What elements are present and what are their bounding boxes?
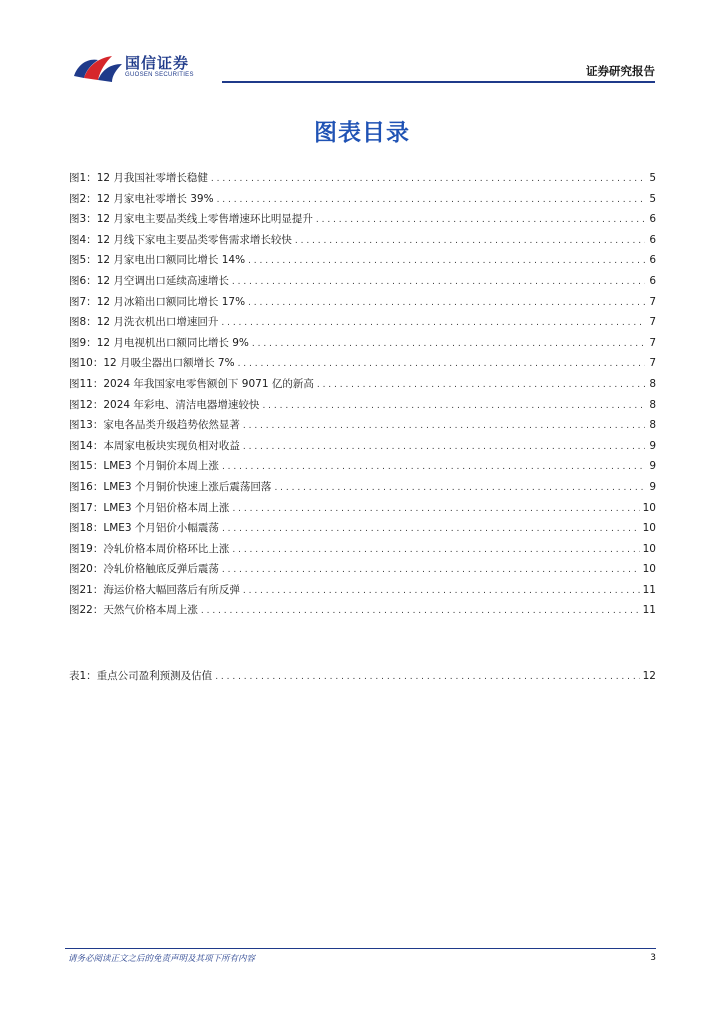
toc-entry-title: 12 月家电出口额同比增长 14% [96, 254, 246, 267]
dot-leader [232, 277, 645, 287]
figure-toc-entry[interactable] [69, 191, 656, 212]
figure-toc-entry[interactable] [69, 232, 656, 253]
toc-entry-title: 12 月电视机出口额同比增长 9% [96, 336, 249, 349]
toc-entry-page: 8 [649, 377, 656, 390]
dot-leader [295, 236, 645, 246]
toc-entry-page: 7 [649, 336, 656, 349]
logo-chinese-name: 国信证券 [125, 54, 190, 72]
page-number: 3 [650, 953, 656, 963]
toc-entry-label: 表1： [69, 670, 97, 682]
figure-toc-entry[interactable] [69, 458, 656, 479]
toc-entry-page: 9 [649, 480, 656, 493]
toc-entry-title: 12 月洗衣机出口增速回升 [96, 316, 219, 329]
toc-entry-title: 重点公司盈利预测及估值 [96, 670, 213, 682]
dot-leader [222, 462, 645, 472]
toc-entry-label: 图13： [69, 419, 104, 432]
toc-entry-page: 6 [649, 254, 656, 267]
page-header [0, 0, 724, 90]
figure-toc-entry[interactable] [69, 397, 656, 418]
figure-toc-entry[interactable] [69, 541, 656, 562]
toc-entry-title: 12 月冰箱出口额同比增长 17% [96, 295, 246, 308]
toc-entry-title: 12 月吸尘器出口额增长 7% [103, 357, 235, 370]
toc-entry-title: 海运价格大幅回落后有所反弹 [103, 583, 240, 596]
toc-entry-label: 图7： [69, 295, 97, 308]
toc-entry-page: 8 [649, 398, 656, 411]
toc-entry-label: 图16： [69, 480, 104, 493]
dot-leader [232, 504, 639, 514]
toc-entry-page: 10 [642, 522, 656, 535]
dot-leader [222, 565, 640, 575]
toc-entry-page: 10 [642, 563, 656, 576]
toc-entry-title: LME3 个月铜价本周上涨 [103, 460, 219, 473]
figure-toc-entry[interactable] [69, 273, 656, 294]
toc-entry-label: 图21： [69, 583, 104, 596]
toc-entry-page: 10 [642, 542, 656, 555]
dot-leader [252, 339, 645, 349]
figure-toc-entry[interactable] [69, 170, 656, 191]
toc-entry-label: 图9： [69, 336, 97, 349]
figure-toc-entry[interactable] [69, 355, 656, 376]
dot-leader [274, 483, 645, 493]
toc-entry-page: 7 [649, 316, 656, 329]
toc-entry-title: 12 月线下家电主要品类零售需求增长较快 [96, 233, 292, 246]
toc-entry-page: 5 [649, 192, 656, 205]
toc-entry-label: 图14： [69, 439, 104, 452]
toc-entry-page: 6 [649, 213, 656, 226]
toc-entry-title: 2024 年我国家电零售额创下 9071 亿的新高 [103, 377, 314, 390]
disclaimer-note: 请务必阅读正文之后的免责声明及其项下所有内容 [68, 954, 256, 964]
toc-entry-title: 冷轧价格本周价格环比上涨 [103, 542, 230, 555]
figure-toc-entry[interactable] [69, 582, 656, 603]
figure-toc-entry[interactable] [69, 376, 656, 397]
figure-toc-entry[interactable] [69, 211, 656, 232]
dot-leader [221, 318, 645, 328]
dot-leader [243, 421, 645, 431]
dot-leader [243, 442, 645, 452]
toc-entry-page: 6 [649, 274, 656, 287]
toc-entry-label: 图17： [69, 501, 104, 514]
dot-leader [317, 380, 645, 390]
dot-leader [238, 359, 645, 369]
figure-toc-entry[interactable] [69, 335, 656, 356]
guosen-logo [72, 50, 232, 84]
logo-mark-icon [72, 50, 124, 84]
toc-entry-title: 12 月家电主要品类线上零售增速环比明显提升 [96, 213, 313, 226]
figure-toc-entry[interactable] [69, 520, 656, 541]
toc-entry-label: 图12： [69, 398, 104, 411]
toc-entry-title: LME3 个月铝价小幅震荡 [103, 522, 219, 535]
figure-toc-entry[interactable] [69, 438, 656, 459]
figure-toc-entry[interactable] [69, 602, 656, 623]
toc-entry-title: 本周家电板块实现负相对收益 [103, 439, 240, 452]
header-divider [222, 81, 655, 83]
toc-entry-label: 图11： [69, 377, 104, 390]
toc-entry-label: 图6： [69, 274, 97, 287]
table-toc-entry[interactable] [69, 668, 656, 689]
toc-entry-page: 5 [649, 172, 656, 184]
figure-toc-list [69, 170, 656, 623]
toc-entry-page: 6 [649, 233, 656, 246]
page-title: 图表目录 [314, 120, 410, 146]
dot-leader [248, 256, 645, 266]
dot-leader [248, 298, 645, 308]
toc-entry-title: 家电各品类升级趋势依然显著 [103, 419, 240, 432]
toc-entry-page: 10 [642, 501, 656, 514]
toc-entry-page: 12 [642, 670, 656, 682]
footer-divider [65, 948, 656, 949]
report-type-label: 证券研究报告 [586, 64, 655, 78]
toc-entry-page: 7 [649, 357, 656, 370]
toc-entry-page: 9 [649, 460, 656, 473]
toc-entry-label: 图18： [69, 522, 104, 535]
figure-toc-entry[interactable] [69, 294, 656, 315]
figure-toc-entry[interactable] [69, 252, 656, 273]
toc-entry-title: 天然气价格本周上涨 [103, 604, 198, 617]
toc-entry-title: 冷轧价格触底反弹后震荡 [103, 563, 219, 576]
logo-english-name: GUOSEN SECURITIES [125, 72, 194, 78]
toc-entry-label: 图20： [69, 563, 104, 576]
figure-toc-entry[interactable] [69, 417, 656, 438]
toc-entry-title: LME3 个月铝价格本周上涨 [103, 501, 230, 514]
toc-entry-page: 7 [649, 295, 656, 308]
toc-entry-title: 12 月我国社零增长稳健 [96, 172, 208, 184]
toc-entry-label: 图15： [69, 460, 104, 473]
dot-leader [211, 174, 645, 184]
toc-entry-label: 图10： [69, 357, 104, 370]
dot-leader [232, 545, 639, 555]
dot-leader [201, 606, 640, 616]
figure-toc-entry[interactable] [69, 500, 656, 521]
toc-entry-label: 图4： [69, 233, 97, 246]
toc-entry-label: 图5： [69, 254, 97, 267]
toc-entry-page: 9 [649, 439, 656, 452]
dot-leader [217, 195, 645, 205]
table-toc-list [69, 668, 656, 689]
figure-toc-entry[interactable] [69, 479, 656, 500]
toc-entry-title: 12 月空调出口延续高速增长 [96, 274, 229, 287]
toc-entry-title: LME3 个月铜价快速上涨后震荡回落 [103, 480, 272, 493]
toc-entry-label: 图8： [69, 316, 97, 329]
dot-leader [262, 401, 645, 411]
toc-entry-page: 11 [642, 604, 656, 617]
toc-entry-title: 12 月家电社零增长 39% [96, 192, 214, 205]
toc-entry-page: 8 [649, 419, 656, 432]
toc-entry-label: 图3： [69, 213, 97, 226]
dot-leader [222, 524, 640, 534]
toc-entry-label: 图22： [69, 604, 104, 617]
dot-leader [316, 215, 645, 225]
toc-entry-label: 图19： [69, 542, 104, 555]
figure-toc-entry[interactable] [69, 314, 656, 335]
toc-entry-title: 2024 年彩电、清洁电器增速较快 [103, 398, 260, 411]
toc-entry-label: 图1： [69, 172, 97, 184]
toc-entry-page: 11 [642, 583, 656, 596]
toc-entry-label: 图2： [69, 192, 97, 205]
dot-leader [243, 586, 640, 596]
figure-toc-entry[interactable] [69, 561, 656, 582]
dot-leader [215, 672, 639, 682]
